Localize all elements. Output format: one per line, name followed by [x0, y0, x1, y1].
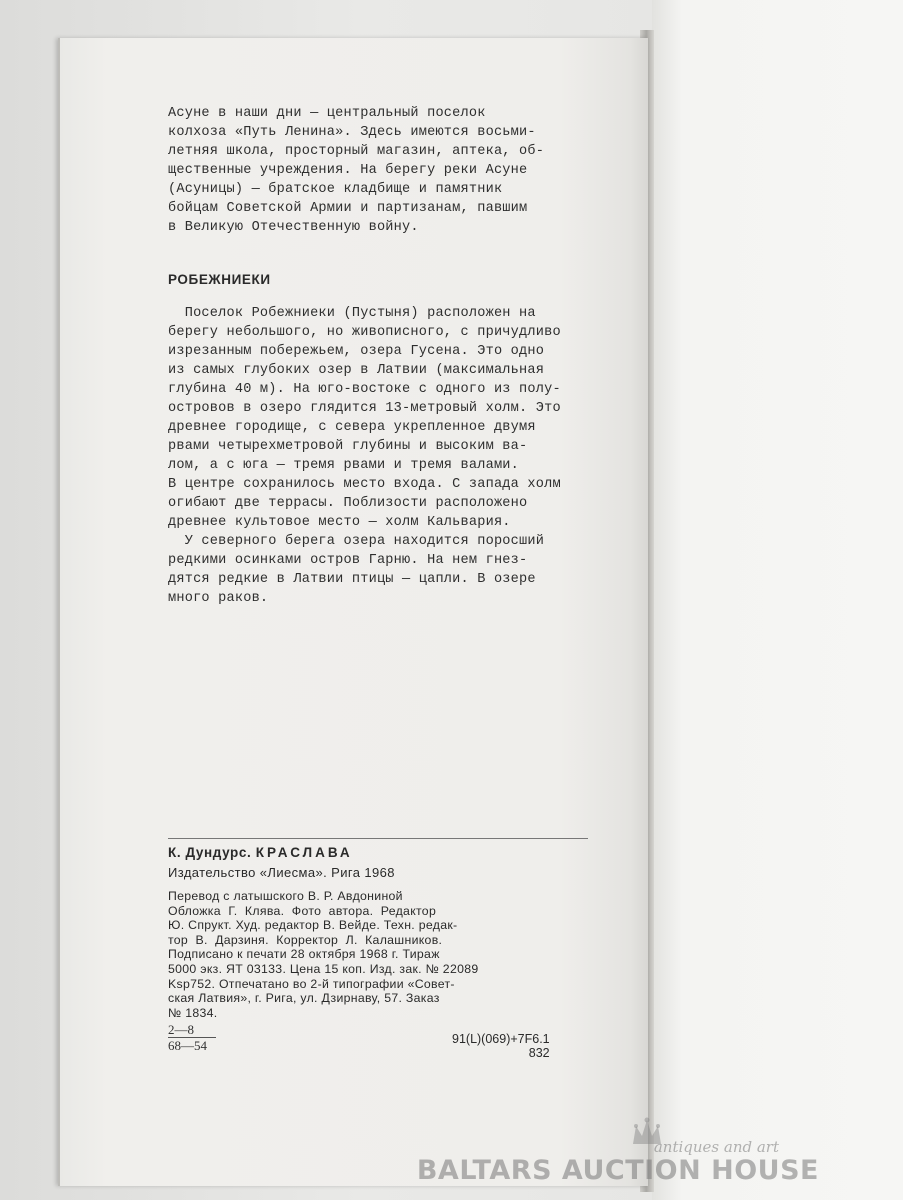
- imprint-divider: [168, 838, 588, 839]
- auction-watermark: [417, 1138, 819, 1186]
- imprint-title-line: [168, 843, 608, 863]
- watermark-tagline: antiques and art: [653, 1138, 779, 1156]
- imprint-codes: [168, 1022, 608, 1062]
- imprint-fraction: [168, 1022, 216, 1053]
- imprint-author: К. Дундурс.: [168, 845, 252, 860]
- right-blank-page: [652, 0, 903, 1200]
- watermark-name: BALTARS AUCTION HOUSE: [416, 1155, 819, 1186]
- imprint-book-title: КРАСЛАВА: [255, 845, 353, 860]
- imprint-details: Перевод с латышского В. Р. Авдониной Обложка Г. Клява. Фото автора. Редактор Ю. Спрукт. Худ. редактор В. Вейде. Техн. редак- тор В. Дарзиня. Корректор Л. Калашников. Подписано к печати 28 октября 1968 г. Тираж 5000 экз. ЯТ 03133. Цена 15 коп. Изд. зак. № 22089 Ksp752. Отпечатано во 2-й типографии «Совет- ская Латвия», г. Рига, ул. Дзирнаву, 57. Заказ № 1834.: [168, 889, 479, 1020]
- paragraph-garnyu: У северного берега озера находится поросший редкими осинками остров Гарню. На нем гнез- дятся редкие в Латвии птицы — цапли. В озере много раков.: [168, 534, 545, 606]
- fraction-denominator: 68—54: [168, 1038, 207, 1054]
- fraction-numerator: 2—8: [168, 1022, 216, 1038]
- imprint-block: [168, 843, 608, 1062]
- imprint-publisher: Издательство «Лиесма». Рига 1968: [168, 865, 395, 880]
- text-block-top: [168, 104, 598, 237]
- classification-code-line1: 91(L)(069)+7F6.1: [452, 1032, 550, 1047]
- text-block-garnyu: [168, 532, 598, 608]
- paragraph-asune: Асуне в наши дни — центральный поселок колхоза «Путь Ленина». Здесь имеются восьми- летняя школа, просторный магазин, аптека, об- щественные учреждения. На берегу реки Асуне (Асуницы) — братское кладбище и памятник бойцам Советской Армии и партизанам, павшим в Великую Отечественную войну.: [168, 106, 545, 235]
- paragraph-robezhnieki: Поселок Робежниеки (Пустыня) расположен на берегу небольшого, но живописного, с причудливо изрезанным побережьем, озера Гусена. Это одно из самых глубоких озер в Латвии (максимальная глубина 40 м). На юго-востоке с одного из полу- островов в озеро глядится 13-метровый холм. Это древнее городище, с севера укрепленное двумя рвами четырехметровой глубины и высоким ва- лом, а с юга — тремя рвами и тремя валами. В центре сохранилось место входа. С запада холм огибают две террасы. Поблизости расположено древнее культовое место — холм Кальвария.: [168, 306, 561, 530]
- text-block-robezhnieki: [168, 304, 598, 532]
- classification-code-line2: 832: [528, 1046, 550, 1061]
- classification-code: [452, 1032, 550, 1060]
- section-heading: РОБЕЖНИЕКИ: [168, 272, 271, 287]
